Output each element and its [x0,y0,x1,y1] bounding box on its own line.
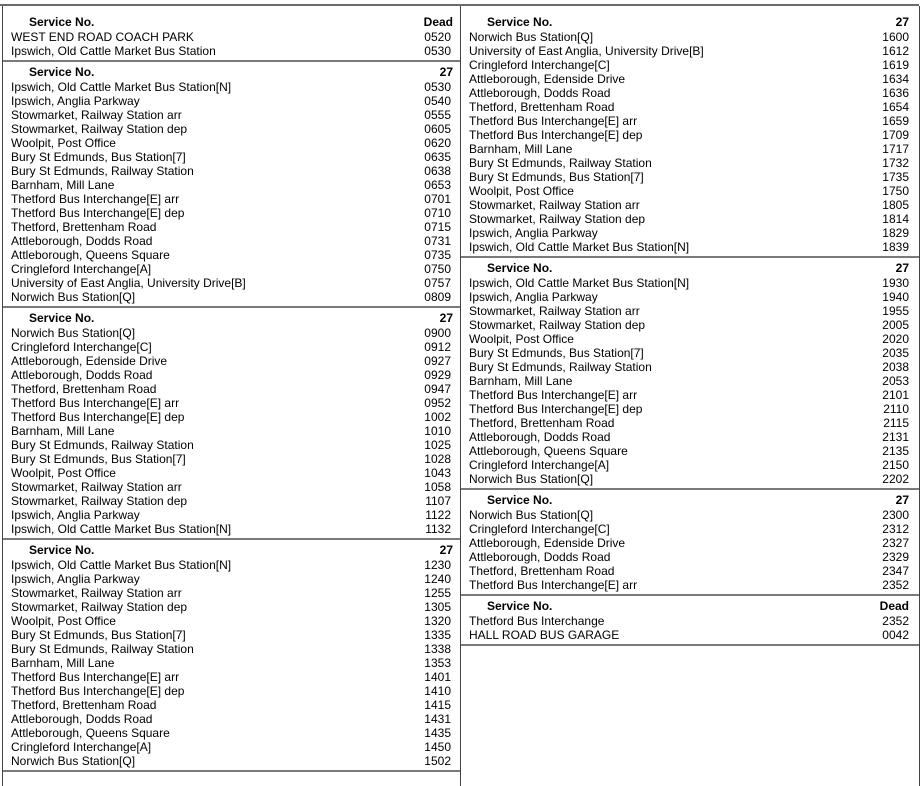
stop-name: Thetford Bus Interchange[E] dep [11,684,185,698]
service-block [461,258,919,490]
stop-row [461,318,919,332]
stop-row [461,128,919,142]
stop-time: 2327 [882,536,909,550]
stop-time: 1805 [882,198,909,212]
stop-time: 1025 [424,438,451,452]
stop-time: 1717 [882,142,909,156]
stop-row [3,396,461,410]
stop-name: Cringleford Interchange[A] [469,458,610,472]
stop-time: 2135 [882,444,909,458]
stop-row [461,522,919,536]
stop-row [3,424,461,438]
stop-time: 1335 [424,628,451,642]
stop-time: 1255 [424,586,451,600]
stop-row [3,438,461,452]
stop-name: Norwich Bus Station[Q] [11,326,136,340]
stop-row [3,248,461,262]
stop-name: Thetford, Brettenham Road [469,100,615,114]
stop-time: 1353 [424,656,451,670]
stop-name: Ipswich, Old Cattle Market Bus Station[N] [11,558,232,572]
stop-row [3,508,461,522]
stop-time: 0750 [424,262,451,276]
stop-row [461,240,919,254]
stop-row [3,340,461,354]
stop-row [461,44,919,58]
stop-name: Thetford, Brettenham Road [11,698,157,712]
stop-row [3,150,461,164]
stop-time: 0809 [424,290,451,304]
stop-time: 1659 [882,114,909,128]
stop-row [3,754,461,768]
stop-name: University of East Anglia, University Drive[B] [469,44,704,58]
stop-name: Attleborough, Edenside Drive [11,354,168,368]
stop-row [461,628,919,642]
stop-time: 1122 [425,508,451,522]
stop-name: Ipswich, Anglia Parkway [469,290,598,304]
stop-name: Woolpit, Post Office [11,136,116,150]
stop-time: 1320 [424,614,451,628]
stop-time: 0605 [424,122,451,136]
service-number: Dead [879,599,909,613]
service-number: 27 [895,15,909,29]
stop-time: 2352 [882,614,909,628]
stop-time: 1230 [424,558,451,572]
stop-name: Bury St Edmunds, Railway Station [469,156,652,170]
stop-row [461,402,919,416]
stop-row [461,578,919,592]
stop-time: 0530 [424,44,451,58]
stop-time: 0952 [424,396,451,410]
service-block [3,540,461,772]
stop-name: Ipswich, Anglia Parkway [469,226,598,240]
stop-row [461,100,919,114]
stop-name: Thetford, Brettenham Road [11,220,157,234]
stop-name: Thetford Bus Interchange [469,614,605,628]
stop-time: 1107 [425,494,451,508]
stop-time: 0638 [424,164,451,178]
service-no-label: Service No. [487,261,553,275]
stop-row [461,536,919,550]
stop-name: Thetford Bus Interchange[E] arr [469,114,638,128]
stop-row [3,558,461,572]
stop-row [461,72,919,86]
stop-time: 2101 [882,388,909,402]
stop-time: 0042 [882,628,909,642]
stop-row [461,416,919,430]
service-header-row [3,311,461,326]
stop-name: Attleborough, Dodds Road [469,430,611,444]
service-block [461,490,919,596]
stop-row [461,444,919,458]
stop-time: 1600 [882,30,909,44]
stop-row [3,642,461,656]
service-number: 27 [439,65,453,79]
stop-row [461,114,919,128]
stop-row [3,276,461,290]
stop-row [3,684,461,698]
stop-time: 1002 [424,410,451,424]
stop-row [461,614,919,628]
stop-time: 2131 [882,430,909,444]
stop-row [461,550,919,564]
stop-row [461,472,919,486]
stop-row [461,276,919,290]
service-no-label: Service No. [487,15,553,29]
stop-name: Stowmarket, Railway Station dep [11,494,188,508]
stop-name: Attleborough, Queens Square [11,248,170,262]
stop-time: 2202 [882,472,909,486]
service-block [461,596,919,646]
service-header-row [3,543,461,558]
stop-time: 1132 [425,522,451,536]
stop-name: Thetford Bus Interchange[E] arr [469,578,638,592]
stop-name: Woolpit, Post Office [11,466,116,480]
timetable [0,4,919,786]
stop-time: 1839 [882,240,909,254]
stop-time: 1305 [424,600,451,614]
stop-row [3,410,461,424]
timetable-column-left [2,6,461,786]
stop-row [461,184,919,198]
service-no-label: Service No. [29,311,95,325]
stop-row [461,212,919,226]
stop-name: HALL ROAD BUS GARAGE [469,628,620,642]
stop-time: 1401 [424,670,451,684]
stop-name: Cringleford Interchange[C] [11,340,152,354]
stop-row [3,368,461,382]
stop-time: 2020 [882,332,909,346]
stop-time: 0929 [424,368,451,382]
service-header-row [461,15,919,30]
stop-row [461,170,919,184]
service-no-label: Service No. [29,543,95,557]
stop-row [3,480,461,494]
stop-name: Stowmarket, Railway Station dep [11,122,188,136]
service-block [3,62,461,308]
stop-name: Woolpit, Post Office [469,184,574,198]
stop-name: University of East Anglia, University Drive[B] [11,276,246,290]
stop-name: Cringleford Interchange[A] [11,740,152,754]
stop-name: Bury St Edmunds, Bus Station[7] [469,346,644,360]
stop-time: 0947 [424,382,451,396]
stop-time: 1654 [882,100,909,114]
stop-row [3,698,461,712]
stop-time: 0540 [424,94,451,108]
stop-row [3,712,461,726]
stop-name: Ipswich, Old Cattle Market Bus Station[N] [469,276,690,290]
stop-row [3,354,461,368]
stop-row [461,86,919,100]
stop-time: 0735 [424,248,451,262]
stop-name: Attleborough, Edenside Drive [469,72,626,86]
stop-row [3,164,461,178]
stop-name: Cringleford Interchange[A] [11,262,152,276]
stop-time: 1955 [882,304,909,318]
stop-row [461,226,919,240]
stop-name: Attleborough, Dodds Road [469,550,611,564]
service-number: 27 [895,261,909,275]
stop-name: Ipswich, Old Cattle Market Bus Station [11,44,216,58]
stop-time: 1431 [424,712,451,726]
stop-row [461,564,919,578]
service-header-row [461,261,919,276]
stop-time: 1612 [882,44,909,58]
stop-row [3,80,461,94]
stop-time: 1043 [424,466,451,480]
stop-row [461,156,919,170]
stop-time: 2110 [883,402,909,416]
stop-time: 0555 [424,108,451,122]
stop-time: 2038 [882,360,909,374]
stop-time: 1435 [424,726,451,740]
stop-time: 1415 [424,698,451,712]
stop-row [3,192,461,206]
service-block [461,6,919,258]
stop-row [3,522,461,536]
stop-name: Bury St Edmunds, Bus Station[7] [11,150,186,164]
stop-time: 0530 [424,80,451,94]
stop-row [461,332,919,346]
stop-row [3,326,461,340]
stop-row [3,30,461,44]
stop-name: Norwich Bus Station[Q] [469,508,594,522]
stop-time: 0757 [424,276,451,290]
stop-row [3,382,461,396]
stop-time: 1010 [424,424,451,438]
stop-row [461,458,919,472]
stop-name: Norwich Bus Station[Q] [469,30,594,44]
stop-name: Thetford Bus Interchange[E] arr [11,396,180,410]
stop-time: 0900 [424,326,451,340]
stop-name: Bury St Edmunds, Railway Station [11,642,194,656]
stop-time: 1338 [424,642,451,656]
stop-name: Thetford, Brettenham Road [469,564,615,578]
stop-row [3,600,461,614]
stop-time: 1636 [882,86,909,100]
stop-name: Bury St Edmunds, Railway Station [11,438,194,452]
stop-row [3,494,461,508]
stop-name: Cringleford Interchange[C] [469,522,610,536]
stop-time: 1410 [424,684,451,698]
stop-name: Attleborough, Queens Square [469,444,628,458]
service-header-row [461,599,919,614]
stop-time: 1732 [882,156,909,170]
stop-time: 2312 [882,522,909,536]
stop-row [461,346,919,360]
stop-time: 0912 [424,340,451,354]
stop-time: 1750 [882,184,909,198]
stop-name: Thetford Bus Interchange[E] dep [11,410,185,424]
stop-row [3,670,461,684]
stop-name: Ipswich, Anglia Parkway [11,94,140,108]
stop-time: 2329 [882,550,909,564]
stop-name: Ipswich, Old Cattle Market Bus Station[N] [11,522,232,536]
stop-name: Stowmarket, Railway Station dep [469,318,646,332]
stop-name: Attleborough, Dodds Road [11,234,153,248]
stop-time: 2005 [882,318,909,332]
stop-row [461,304,919,318]
service-block [3,6,461,62]
stop-name: Stowmarket, Railway Station arr [11,480,182,494]
stop-name: Thetford Bus Interchange[E] arr [11,192,180,206]
stop-name: Thetford, Brettenham Road [469,416,615,430]
stop-name: Ipswich, Anglia Parkway [11,508,140,522]
stop-row [3,108,461,122]
service-number: 27 [895,493,909,507]
stop-name: Cringleford Interchange[C] [469,58,610,72]
stop-name: Thetford Bus Interchange[E] dep [469,128,643,142]
stop-row [3,656,461,670]
stop-row [3,206,461,220]
stop-row [461,198,919,212]
stop-time: 1930 [882,276,909,290]
stop-time: 2150 [882,458,909,472]
timetable-column-right [460,6,920,786]
stop-name: Barnham, Mill Lane [11,178,115,192]
stop-name: Bury St Edmunds, Bus Station[7] [469,170,644,184]
stop-name: Attleborough, Dodds Road [11,368,153,382]
service-header-row [3,65,461,80]
stop-name: Thetford Bus Interchange[E] dep [469,402,643,416]
stop-row [461,360,919,374]
stop-name: Barnham, Mill Lane [11,656,115,670]
stop-time: 2352 [882,578,909,592]
stop-name: Stowmarket, Railway Station arr [469,198,640,212]
service-no-label: Service No. [29,15,95,29]
service-block [3,308,461,540]
stop-name: Stowmarket, Railway Station arr [11,108,182,122]
stop-row [3,136,461,150]
stop-time: 2300 [882,508,909,522]
stop-name: Thetford Bus Interchange[E] arr [11,670,180,684]
stop-name: Woolpit, Post Office [11,614,116,628]
stop-name: Thetford Bus Interchange[E] dep [11,206,185,220]
stop-row [3,726,461,740]
service-number: Dead [423,15,453,29]
stop-name: Stowmarket, Railway Station dep [469,212,646,226]
stop-name: Ipswich, Old Cattle Market Bus Station[N] [469,240,690,254]
stop-row [3,220,461,234]
stop-row [461,58,919,72]
stop-row [3,628,461,642]
stop-time: 2053 [882,374,909,388]
stop-time: 2347 [882,564,909,578]
stop-time: 1502 [424,754,451,768]
service-number: 27 [439,311,453,325]
stop-time: 1619 [882,58,909,72]
stop-row [3,122,461,136]
stop-name: Barnham, Mill Lane [11,424,115,438]
stop-row [461,388,919,402]
stop-row [3,262,461,276]
stop-time: 1240 [424,572,451,586]
stop-name: Attleborough, Queens Square [11,726,170,740]
stop-time: 0635 [424,150,451,164]
stop-name: Bury St Edmunds, Bus Station[7] [11,628,186,642]
stop-time: 2115 [883,416,909,430]
stop-name: Norwich Bus Station[Q] [11,754,136,768]
service-header-row [461,493,919,508]
stop-name: Attleborough, Dodds Road [11,712,153,726]
stop-time: 0620 [424,136,451,150]
service-number: 27 [439,543,453,557]
stop-name: Norwich Bus Station[Q] [469,472,594,486]
stop-time: 0715 [424,220,451,234]
stop-time: 1940 [882,290,909,304]
stop-name: Bury St Edmunds, Railway Station [11,164,194,178]
stop-name: Stowmarket, Railway Station dep [11,600,188,614]
stop-name: Woolpit, Post Office [469,332,574,346]
stop-row [3,94,461,108]
service-header-row [3,15,461,30]
stop-time: 0520 [424,30,451,44]
stop-row [3,290,461,304]
stop-time: 1634 [882,72,909,86]
stop-name: Attleborough, Dodds Road [469,86,611,100]
service-no-label: Service No. [29,65,95,79]
stop-row [461,142,919,156]
stop-time: 0927 [424,354,451,368]
stop-name: Ipswich, Old Cattle Market Bus Station[N] [11,80,232,94]
stop-time: 1450 [424,740,451,754]
stop-time: 1028 [424,452,451,466]
stop-name: Stowmarket, Railway Station arr [11,586,182,600]
stop-time: 2035 [882,346,909,360]
stop-row [461,290,919,304]
service-no-label: Service No. [487,493,553,507]
stop-time: 0701 [424,192,451,206]
stop-time: 1058 [424,480,451,494]
stop-row [3,572,461,586]
stop-row [3,452,461,466]
stop-row [3,234,461,248]
service-no-label: Service No. [487,599,553,613]
stop-time: 1709 [882,128,909,142]
stop-name: Ipswich, Anglia Parkway [11,572,140,586]
stop-name: WEST END ROAD COACH PARK [11,30,194,44]
stop-name: Thetford Bus Interchange[E] arr [469,388,638,402]
stop-row [461,430,919,444]
stop-row [3,466,461,480]
stop-name: Barnham, Mill Lane [469,374,573,388]
stop-row [3,586,461,600]
stop-name: Thetford, Brettenham Road [11,382,157,396]
stop-name: Stowmarket, Railway Station arr [469,304,640,318]
stop-time: 0653 [424,178,451,192]
stop-row [461,30,919,44]
stop-time: 0710 [424,206,451,220]
stop-row [461,374,919,388]
stop-time: 1735 [882,170,909,184]
stop-time: 0731 [424,234,451,248]
stop-name: Attleborough, Edenside Drive [469,536,626,550]
stop-name: Norwich Bus Station[Q] [11,290,136,304]
stop-time: 1829 [882,226,909,240]
stop-time: 1814 [882,212,909,226]
stop-row [3,614,461,628]
stop-name: Barnham, Mill Lane [469,142,573,156]
stop-name: Bury St Edmunds, Railway Station [469,360,652,374]
stop-name: Bury St Edmunds, Bus Station[7] [11,452,186,466]
stop-row [3,44,461,58]
stop-row [3,740,461,754]
stop-row [3,178,461,192]
stop-row [461,508,919,522]
